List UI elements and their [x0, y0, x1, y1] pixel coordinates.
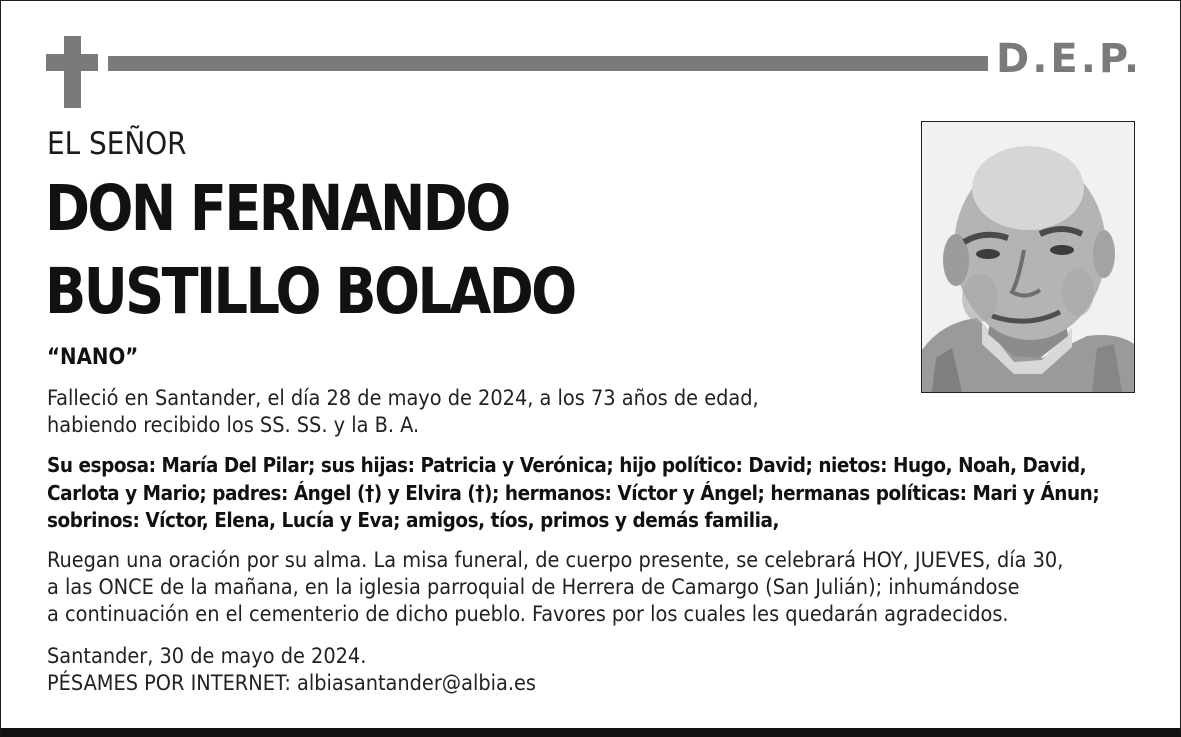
- portrait-icon: [922, 122, 1134, 392]
- header-rule: [108, 56, 988, 71]
- funeral-line: a las ONCE de la mañana, en la iglesia parroquial de Herrera de Camargo (San Julián); inhumándose: [47, 575, 1020, 600]
- death-paragraph: [47, 385, 759, 439]
- closing-paragraph: [47, 643, 536, 697]
- portrait-photo: [921, 121, 1135, 393]
- condolences-line: PÉSAMES POR INTERNET: albiasantander@albia.es: [47, 671, 536, 696]
- dep-label: D.E.P.: [996, 36, 1143, 82]
- death-line: habiendo recibido los SS. SS. y la B. A.: [47, 413, 420, 438]
- nickname: “NANO”: [47, 345, 139, 370]
- funeral-paragraph: [47, 547, 1063, 628]
- funeral-line: a continuación en el cementerio de dicho pueblo. Favores por los cuales les quedarán agradecidos.: [47, 602, 1009, 627]
- cross-icon: [64, 36, 81, 108]
- funeral-line: Ruegan una oración por su alma. La misa funeral, de cuerpo presente, se celebrará HOY, JUEVES, día 30,: [47, 548, 1064, 573]
- family-line: sobrinos: Víctor, Elena, Lucía y Eva; amigos, tíos, primos y demás familia,: [47, 508, 779, 532]
- death-line: Falleció en Santander, el día 28 de mayo de 2024, a los 73 años de edad,: [47, 386, 759, 411]
- date-place-line: Santander, 30 de mayo de 2024.: [47, 644, 367, 669]
- deceased-name-line2: BUSTILLO BOLADO: [45, 255, 575, 328]
- family-line: Su esposa: María Del Pilar; sus hijas: Patricia y Verónica; hijo político: David; nietos: Hugo, Noah, David,: [47, 453, 1087, 477]
- cross-icon-bar: [46, 54, 98, 71]
- honorific: EL SEÑOR: [47, 126, 187, 162]
- family-line: Carlota y Mario; padres: Ángel (†) y Elvira (†); hermanos: Víctor y Ángel; hermanas políticas: Mari y Ánun;: [47, 480, 1100, 505]
- deceased-name-line1: DON FERNANDO: [45, 172, 509, 245]
- family-paragraph: [47, 452, 1099, 535]
